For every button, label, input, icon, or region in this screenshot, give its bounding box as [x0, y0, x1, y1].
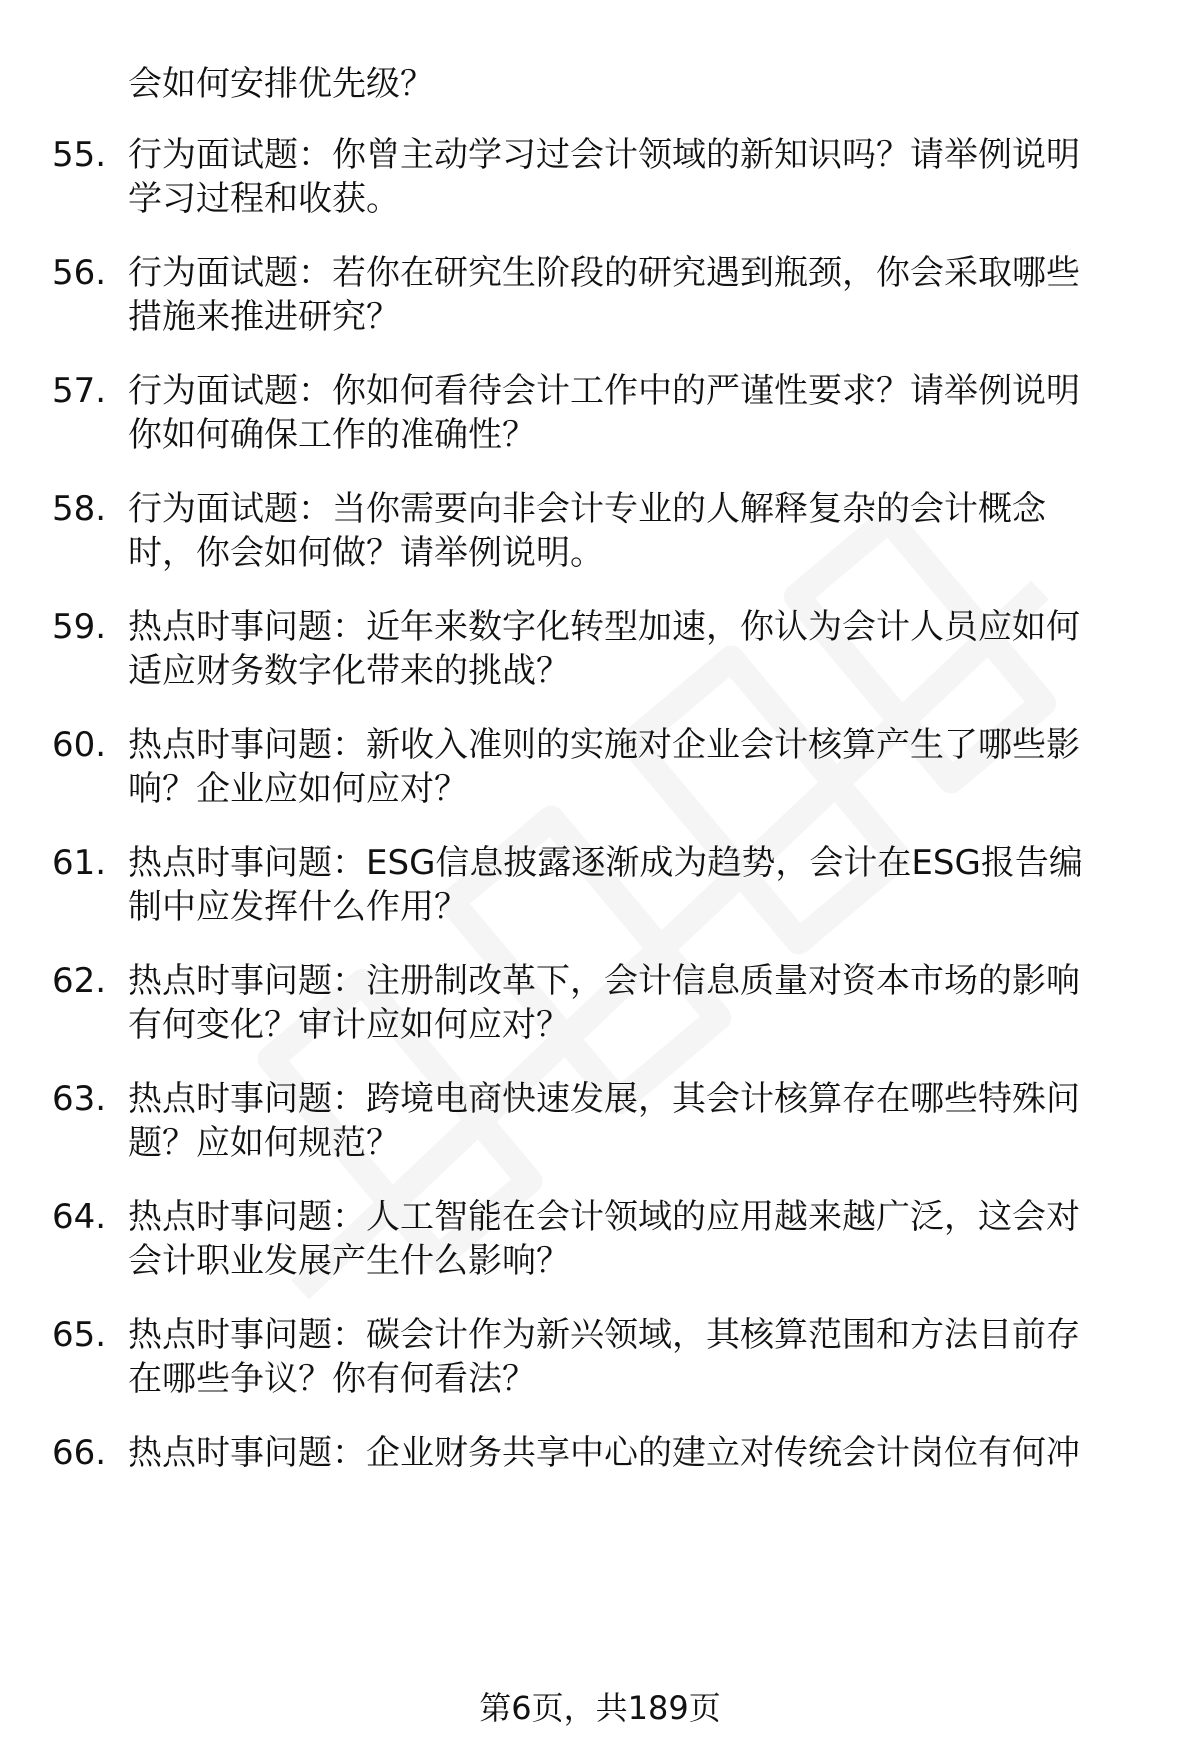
question-text-line: 制中应发挥什么作用？ — [128, 887, 468, 927]
question-number: 55. — [52, 135, 107, 175]
question-text-line: 热点时事问题：碳会计作为新兴领域，其核算范围和方法目前存 — [128, 1315, 1080, 1355]
question-text-line: 热点时事问题：企业财务共享中心的建立对传统会计岗位有何冲 — [128, 1433, 1080, 1473]
question-text-line: 行为面试题：你曾主动学习过会计领域的新知识吗？请举例说明 — [128, 135, 1080, 175]
question-text-line: 适应财务数字化带来的挑战？ — [128, 651, 570, 691]
list-item — [0, 485, 1200, 581]
question-number: 61. — [52, 843, 107, 883]
continuation-text: 会如何安排优先级？ — [128, 64, 434, 104]
list-item — [0, 249, 1200, 345]
list-item — [0, 839, 1200, 935]
question-text-line: 热点时事问题：近年来数字化转型加速，你认为会计人员应如何 — [128, 607, 1080, 647]
question-text-line: 会计职业发展产生什么影响？ — [128, 1241, 570, 1281]
question-text-line: 题？应如何规范？ — [128, 1123, 400, 1163]
question-text-line: 学习过程和收获。 — [128, 179, 400, 219]
question-text-line: 响？企业应如何应对？ — [128, 769, 468, 809]
question-text-line: 热点时事问题：新收入准则的实施对企业会计核算产生了哪些影 — [128, 725, 1080, 765]
question-text-line: 热点时事问题：ESG信息披露逐渐成为趋势，会计在ESG报告编 — [128, 843, 1083, 883]
question-number: 56. — [52, 253, 107, 293]
list-item — [0, 367, 1200, 463]
question-number: 58. — [52, 489, 107, 529]
question-text-line: 热点时事问题：注册制改革下，会计信息质量对资本市场的影响 — [128, 961, 1080, 1001]
question-text-line: 你如何确保工作的准确性？ — [128, 415, 536, 455]
list-item — [0, 721, 1200, 817]
question-number: 62. — [52, 961, 107, 1001]
question-text-line: 措施来推进研究？ — [128, 297, 400, 337]
question-number: 59. — [52, 607, 107, 647]
question-number: 57. — [52, 371, 107, 411]
question-text-line: 热点时事问题：跨境电商快速发展，其会计核算存在哪些特殊问 — [128, 1079, 1080, 1119]
question-number: 66. — [52, 1433, 107, 1473]
question-number: 64. — [52, 1197, 107, 1237]
question-text-line: 热点时事问题：人工智能在会计领域的应用越来越广泛，这会对 — [128, 1197, 1080, 1237]
question-text-line: 行为面试题：当你需要向非会计专业的人解释复杂的会计概念 — [128, 489, 1046, 529]
list-item — [0, 131, 1200, 227]
list-item — [0, 1193, 1200, 1289]
list-item — [0, 1075, 1200, 1171]
question-number: 65. — [52, 1315, 107, 1355]
list-item — [0, 1429, 1200, 1525]
page-footer: 第6页，共189页 — [479, 1689, 721, 1727]
question-number: 63. — [52, 1079, 107, 1119]
list-item — [0, 957, 1200, 1053]
question-text-line: 行为面试题：你如何看待会计工作中的严谨性要求？请举例说明 — [128, 371, 1080, 411]
question-text-line: 在哪些争议？你有何看法？ — [128, 1359, 536, 1399]
question-text-line: 有何变化？审计应如何应对？ — [128, 1005, 570, 1045]
question-number: 60. — [52, 725, 107, 765]
question-text-line: 时，你会如何做？请举例说明。 — [128, 533, 604, 573]
question-text-line: 行为面试题：若你在研究生阶段的研究遇到瓶颈，你会采取哪些 — [128, 253, 1080, 293]
list-item — [0, 1311, 1200, 1407]
list-item — [0, 603, 1200, 699]
